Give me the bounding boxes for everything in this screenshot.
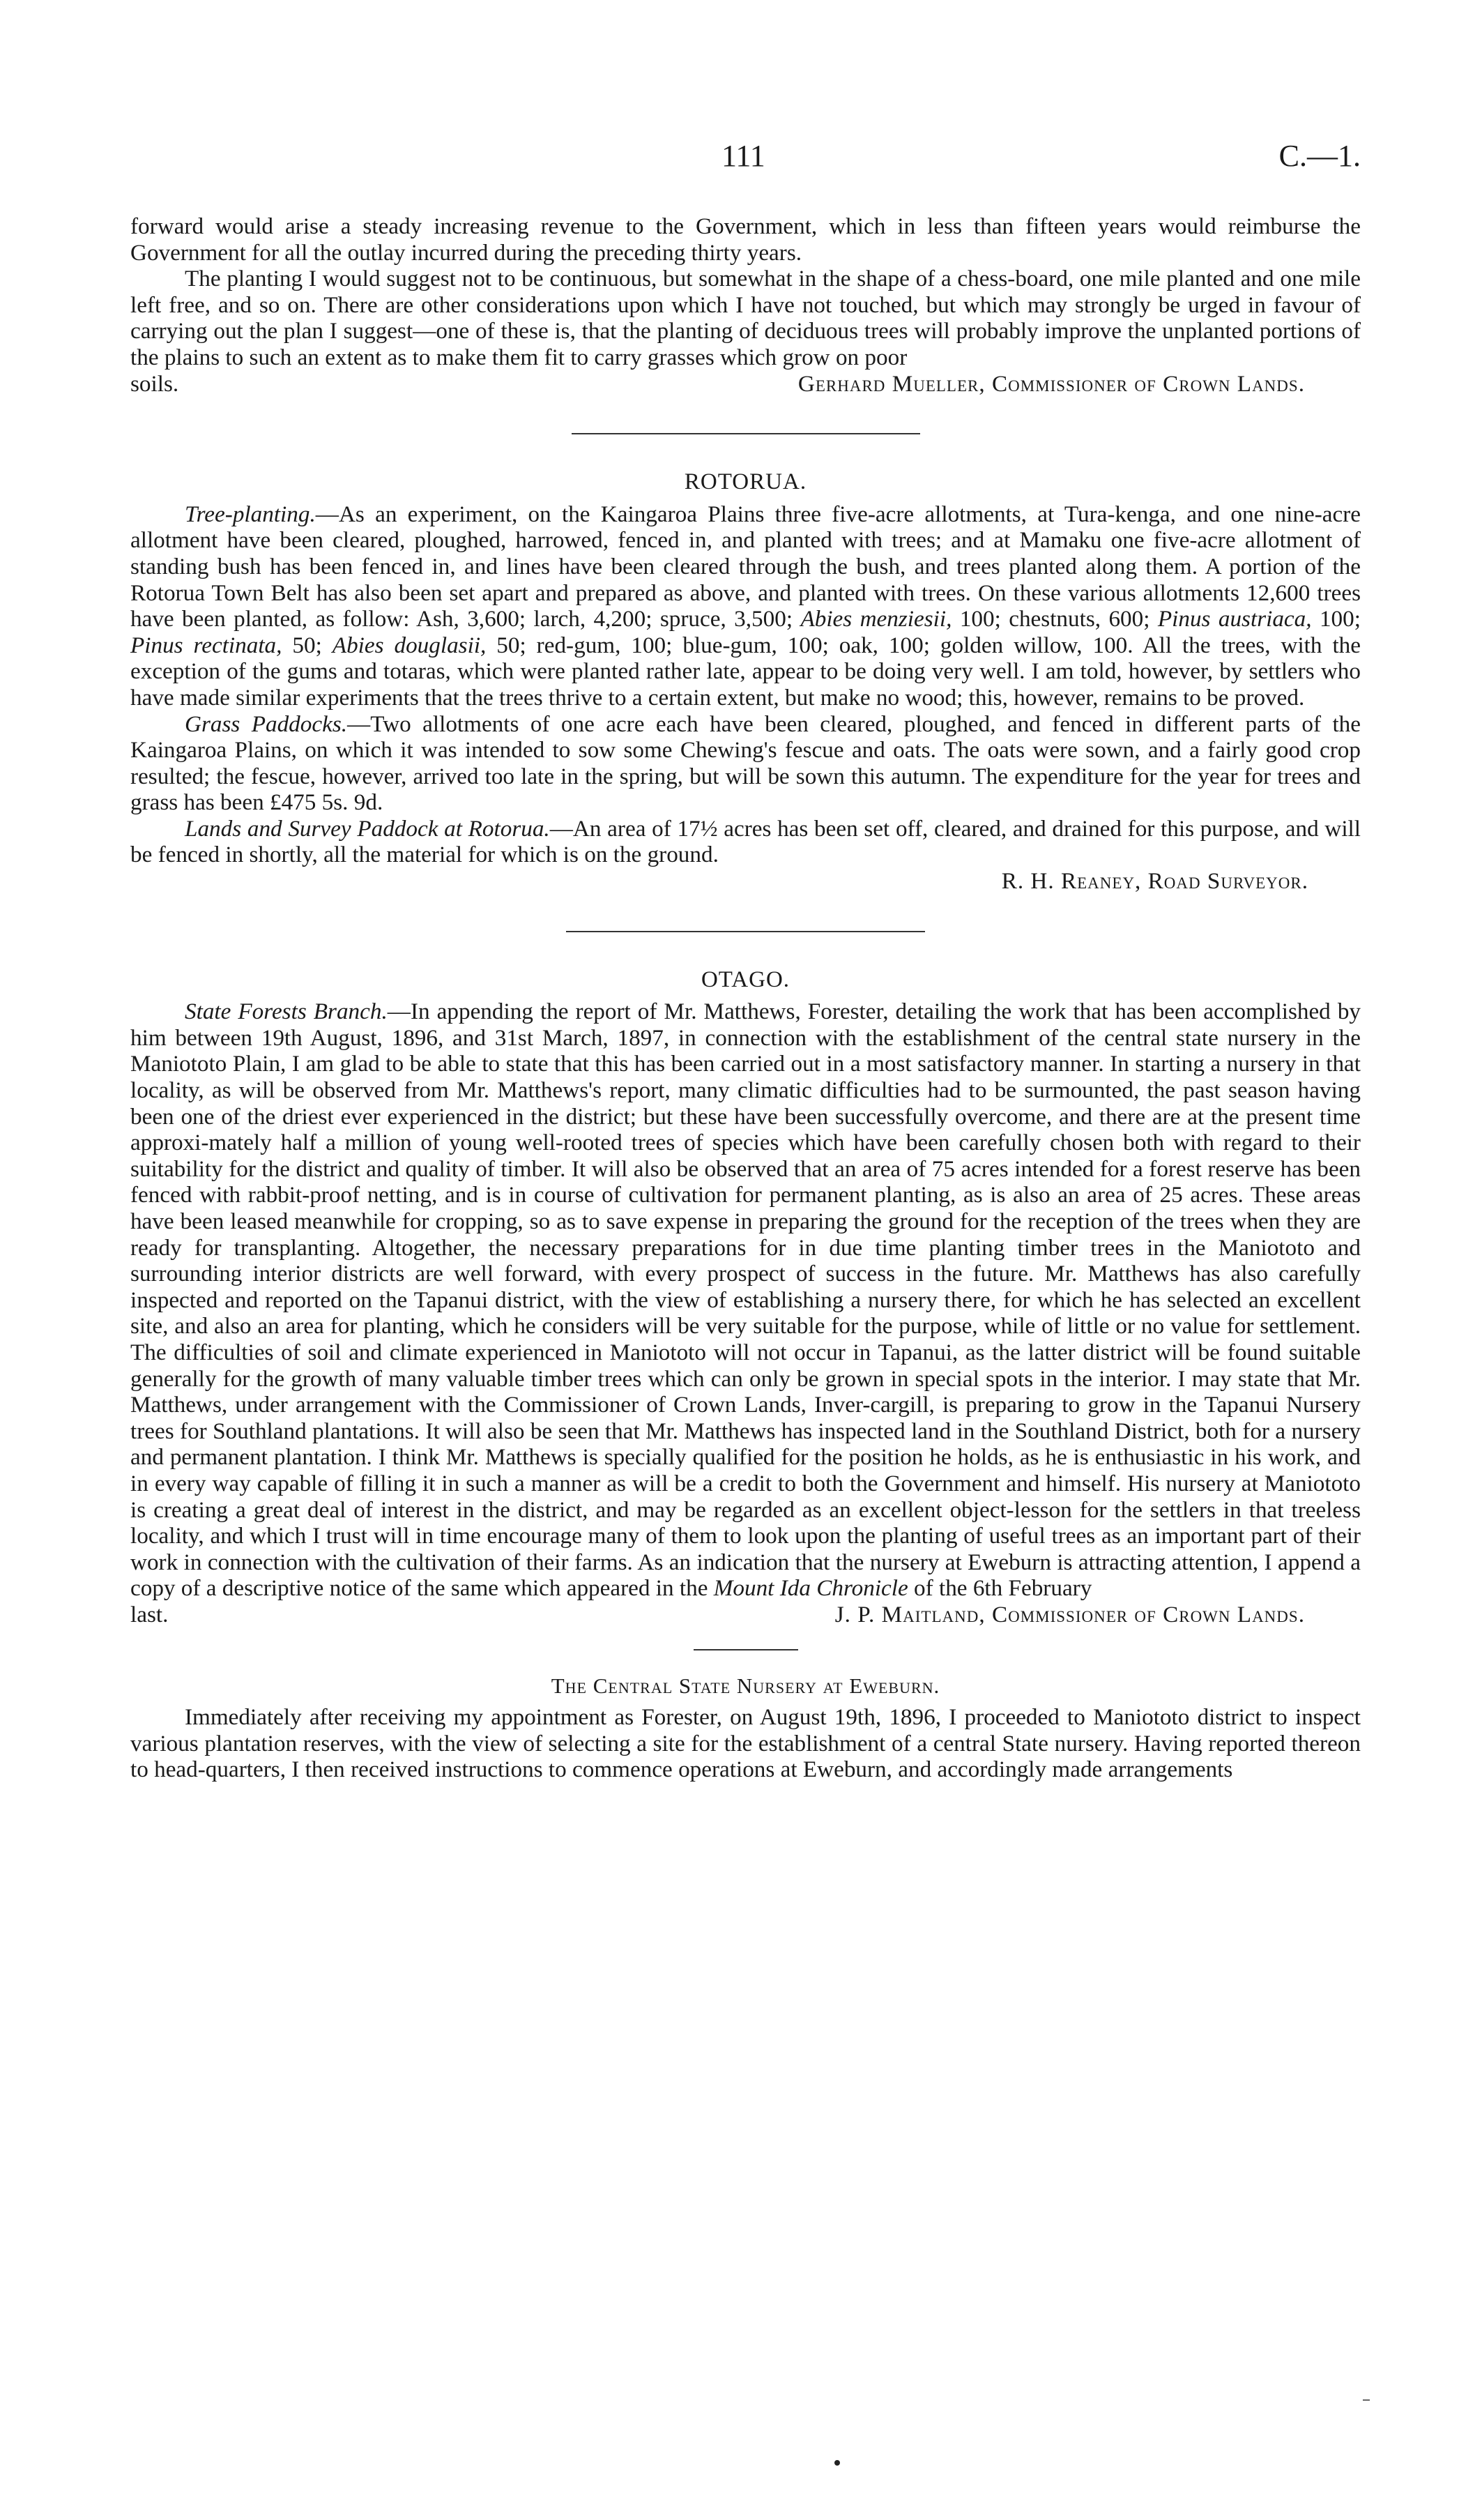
otago-heading: OTAGO. [701, 966, 790, 992]
intro-paragraph-1: forward would arise a steady increasing revenue to the Government, which in less than fifteen years would reimburse the Government for all the outlay incurred during the preceding thirty years. [130, 213, 1361, 266]
tree-planting-label: Tree-planting. [185, 501, 316, 527]
intro-signature: Gerhard Mueller, Commissioner of Crown Lands. [797, 370, 1305, 397]
lands-survey-label: Lands and Survey Paddock at Rotorua. [185, 815, 550, 842]
tree-planting-text: —As an experiment, on the Kaingaroa Plains three five-acre allotments, at Tura-kenga, and one nine-acre allotment have been cleared, ploughed, harrowed, fenced in, and planted with trees; and at Mamaku one five-acre allotment of standing bush has been fenced in, and lines have been cleared through the bush, and trees planted along them. A portion of the Rotorua Town Belt has also been set apart and prepared as above, and planted with trees. On these various allotments 12,600 trees have been planted, as follow: Ash, 3,600; larch, 4,200; spruce, 3,500; [130, 501, 1361, 632]
eweburn-heading: The Central State Nursery at Eweburn. [551, 1673, 940, 1698]
state-forests-label: State Forests Branch. [185, 999, 388, 1025]
otago-last-word: last. [130, 1601, 169, 1627]
intro-signature-line [130, 371, 1361, 397]
section-divider [566, 931, 925, 932]
grass-paddocks-text: —Two allotments of one acre each have been cleared, ploughed, and fenced in different parts of the Kaingaroa Plains, on which it was intended to sow some Chewing's fescue and oats. The oats were sown, and a fairly good crop resulted; the fescue, however, arrived too late in the spring, but will be sown this autumn. The expenditure for the year for trees and grass has been £475 5s. 9d. [130, 711, 1361, 816]
document-reference: C.—1. [1278, 139, 1361, 173]
page-header [130, 138, 1361, 180]
lands-survey-text: —An area of 17½ acres has been set off, cleared, and drained for this purpose, and will be fenced in shortly, all the material for which is on the ground. [130, 815, 1361, 868]
newspaper-title: Mount Ida Chronicle [713, 1575, 908, 1602]
species-name: Pinus rectinata, [130, 632, 282, 658]
eweburn-paragraph: Immediately after receiving my appointment as Forester, on August 19th, 1896, I proceeded to Maniototo district to inspect various plantation reserves, with the view of selecting a site for the establishment of a central State nursery. Having reported thereon to head-quarters, I then received instructions to commence operations at Eweburn, and accordingly made arrangements [130, 1704, 1361, 1783]
otago-signature-line [130, 1602, 1361, 1628]
species-name: Pinus austriaca, [1157, 606, 1312, 632]
species-name: Abies douglasii, [332, 632, 487, 658]
rotorua-heading: ROTORUA. [684, 469, 807, 495]
rotorua-signature: R. H. Reaney, Road Surveyor. [1001, 868, 1308, 895]
tree-planting-text: 100; chestnuts, 600; [952, 606, 1158, 632]
print-dot [834, 2460, 840, 2466]
tree-planting-text: 50; [282, 632, 333, 658]
state-forests-text: —In appending the report of Mr. Matthews, Forester, detailing the work that has been accomplished by him between 19th August, 1896, and 31st March, 1897, in connection with the establishment of the central state nursery in the Maniototo Plain, I am glad to be able to state that this has been carried out in a most satisfactory manner. In starting a nursery in that locality, as will be observed from Mr. Matthews's report, many climatic difficulties had to be surmounted, the past season having been one of the driest ever experienced in the district; but these have been successfully overcome, and there are at the present time approxi-mately half a million of young well-rooted trees of species which have been carefully chosen both with regard to their suitability for the district and quality of timber. It will also be observed that an area of 75 acres intended for a forest reserve has been fenced with rabbit-proof netting, and is in course of cultivation for permanent planting, as is also an area of 25 acres. These areas have been leased meanwhile for cropping, so as to save expense in preparing the ground for the reception of the trees when they are ready for transplanting. Altogether, the necessary preparations for in due time planting timber trees in the Maniototo and surrounding interior districts are well forward, with every prospect of success in the future. Mr. Matthews has also carefully inspected and reported on the Tapanui district, with the view of establishing a nursery there, for which he has selected an excellent site, and also an area for planting, which he considers will be very suitable for the purpose, while of little or no value for settlement. The difficulties of soil and climate experienced in Maniototo will not occur in Tapanui, as the latter district will be found suitable generally for the growth of many valuable timber trees which can only be grown in special spots in the interior. I may state that Mr. Matthews, under arrangement with the Commissioner of Crown Lands, Inver-cargill, is preparing to grow in the Tapanui Nursery trees for Southland plantations. It will also be seen that Mr. Matthews has inspected land in the Southland District, both for a nursery and permanent plantation. I think Mr. Matthews is specially qualified for the position he holds, as he is enthusiastic in his work, and in every way capable of filling it in such a manner as will be a credit to both the Government and himself. His nursery at Maniototo is creating a great deal of interest in the district, and may be regarded as an excellent object-lesson for the settlers in that treeless locality, and which I trust will in time encourage many of them to look upon the planting of useful trees as an important part of their work in connection with the cultivation of their farms. As an indication that the nursery at Eweburn is attracting attention, I append a copy of a descriptive notice of the same which appeared in the [130, 999, 1361, 1602]
margin-mark [1363, 2399, 1370, 2401]
state-forests-text: of the 6th February [908, 1575, 1092, 1602]
state-forests-paragraph [130, 999, 1361, 1602]
lands-survey-paragraph [130, 816, 1361, 868]
grass-paddocks-label: Grass Paddocks. [185, 711, 348, 737]
tree-planting-text: 50; red-gum, 100; blue-gum, 100; oak, 100; golden willow, 100. All the trees, with the exception of the gums and totaras, which were planted rather late, appear to be doing very well. I am told, however, by settlers who have made similar experiments that the trees thrive to a certain extent, but make no wood; this, however, remains to be proved. [130, 632, 1361, 711]
report-body [130, 213, 1361, 1783]
grass-paddocks-paragraph [130, 711, 1361, 816]
tree-planting-paragraph [130, 501, 1361, 711]
page-number: 111 [721, 139, 765, 173]
section-divider [572, 433, 920, 434]
tree-planting-text: 100; [1311, 606, 1361, 632]
intro-paragraph-2: The planting I would suggest not to be continuous, but somewhat in the shape of a chess-board, one mile planted and one mile left free, and so on. There are other considerations upon which I have not touched, but which may strongly be urged in favour of carrying out the plan I suggest—one of these is, that the planting of deciduous trees will probably improve the unplanted portions of the plains to such an extent as to make them fit to carry grasses which grow on poor [130, 266, 1361, 370]
intro-last-word: soils. [130, 370, 179, 397]
species-name: Abies menziesii, [800, 606, 952, 632]
otago-signature: J. P. Maitland, Commissioner of Crown Lands. [834, 1601, 1305, 1627]
section-divider [694, 1649, 798, 1650]
